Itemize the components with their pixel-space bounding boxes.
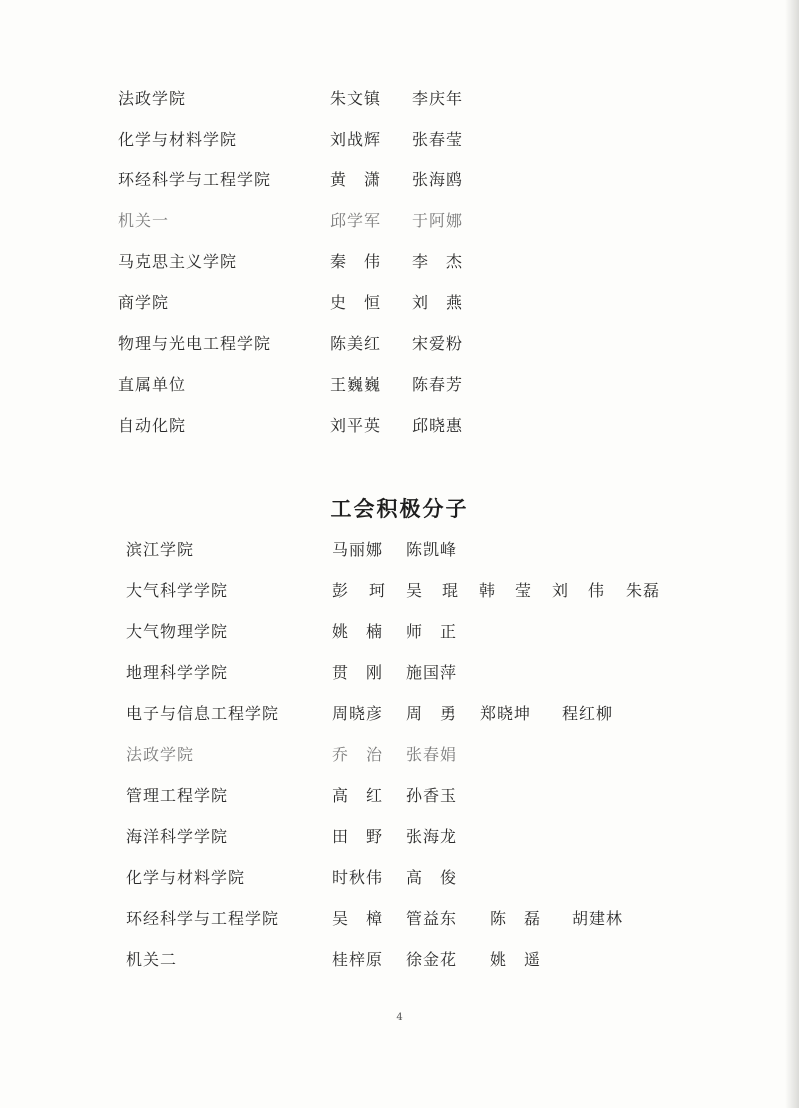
person-name: 宋爱粉 bbox=[412, 334, 464, 353]
scan-edge-shadow bbox=[785, 0, 799, 1108]
unit-name: 马克思主义学院 bbox=[118, 252, 238, 271]
person-name: 管益东 bbox=[406, 909, 458, 928]
person-name: 琨 bbox=[442, 581, 460, 600]
list-row bbox=[118, 290, 718, 316]
person-name: 高 红 bbox=[332, 786, 384, 805]
list-row bbox=[126, 865, 726, 891]
unit-name: 管理工程学院 bbox=[126, 786, 229, 805]
person-name: 胡建林 bbox=[572, 909, 624, 928]
person-name: 李 杰 bbox=[412, 252, 464, 271]
unit-name: 机关一 bbox=[118, 211, 170, 230]
person-name: 刘战辉 bbox=[330, 130, 382, 149]
list-row bbox=[126, 947, 726, 973]
person-name: 李庆年 bbox=[412, 89, 464, 108]
unit-name: 大气物理学院 bbox=[126, 622, 229, 641]
person-name: 姚 楠 bbox=[332, 622, 384, 641]
unit-name: 法政学院 bbox=[126, 745, 195, 764]
unit-name: 化学与材料学院 bbox=[126, 868, 246, 887]
person-name: 伟 bbox=[588, 581, 606, 600]
person-name: 徐金花 bbox=[406, 950, 458, 969]
person-name: 张春莹 bbox=[412, 130, 464, 149]
list-row bbox=[126, 660, 726, 686]
unit-name: 滨江学院 bbox=[126, 540, 195, 559]
list-row bbox=[118, 167, 718, 193]
person-name: 师 正 bbox=[406, 622, 458, 641]
unit-name: 电子与信息工程学院 bbox=[126, 704, 280, 723]
list-row bbox=[126, 742, 726, 768]
list-row bbox=[126, 906, 726, 932]
person-name: 郑晓坤 bbox=[480, 704, 532, 723]
person-name: 时秋伟 bbox=[332, 868, 384, 887]
list-row bbox=[118, 331, 718, 357]
list-row bbox=[126, 783, 726, 809]
person-name: 田 野 bbox=[332, 827, 384, 846]
person-name: 张海鸥 bbox=[412, 170, 464, 189]
unit-name: 化学与材料学院 bbox=[118, 130, 238, 149]
person-name: 马丽娜 bbox=[332, 540, 384, 559]
person-name: 刘平英 bbox=[330, 416, 382, 435]
unit-name: 环经科学与工程学院 bbox=[126, 909, 280, 928]
person-name: 韩 bbox=[479, 581, 497, 600]
list-row bbox=[126, 537, 726, 563]
person-name: 刘 燕 bbox=[412, 293, 464, 312]
person-name: 刘 bbox=[552, 581, 570, 600]
person-name: 于阿娜 bbox=[412, 211, 464, 230]
person-name: 周 勇 bbox=[406, 704, 458, 723]
unit-name: 机关二 bbox=[126, 950, 178, 969]
person-name: 陈春芳 bbox=[412, 375, 464, 394]
unit-name: 商学院 bbox=[118, 293, 170, 312]
person-name: 黄 潇 bbox=[330, 170, 382, 189]
person-name: 施国萍 bbox=[406, 663, 458, 682]
list-row bbox=[118, 127, 718, 153]
person-name: 陈美红 bbox=[330, 334, 382, 353]
unit-name: 自动化院 bbox=[118, 416, 187, 435]
list-row bbox=[118, 86, 718, 112]
person-name: 史 恒 bbox=[330, 293, 382, 312]
list-row bbox=[126, 619, 726, 645]
person-name: 贯 刚 bbox=[332, 663, 384, 682]
person-name: 陈 磊 bbox=[490, 909, 542, 928]
person-name: 彭 bbox=[332, 581, 350, 600]
person-name: 周晓彦 bbox=[332, 704, 384, 723]
person-name: 吴 樟 bbox=[332, 909, 384, 928]
unit-name: 地理科学学院 bbox=[126, 663, 229, 682]
person-name: 吴 bbox=[406, 581, 424, 600]
unit-name: 大气科学学院 bbox=[126, 581, 229, 600]
list-row bbox=[118, 208, 718, 234]
person-name: 朱磊 bbox=[626, 581, 661, 600]
unit-name: 法政学院 bbox=[118, 89, 187, 108]
person-name: 陈凯峰 bbox=[406, 540, 458, 559]
person-name: 邱晓惠 bbox=[412, 416, 464, 435]
unit-name: 物理与光电工程学院 bbox=[118, 334, 272, 353]
person-name: 秦 伟 bbox=[330, 252, 382, 271]
person-name: 孙香玉 bbox=[406, 786, 458, 805]
person-name: 朱文镇 bbox=[330, 89, 382, 108]
person-name: 姚 遥 bbox=[490, 950, 542, 969]
list-row bbox=[126, 578, 726, 604]
unit-name: 海洋科学学院 bbox=[126, 827, 229, 846]
list-row bbox=[118, 249, 718, 275]
person-name: 高 俊 bbox=[406, 868, 458, 887]
person-name: 桂梓原 bbox=[332, 950, 384, 969]
list-row bbox=[126, 701, 726, 727]
section-title: 工会积极分子 bbox=[330, 496, 469, 521]
person-name: 邱学军 bbox=[330, 211, 382, 230]
list-row bbox=[118, 372, 718, 398]
person-name: 王巍巍 bbox=[330, 375, 382, 394]
unit-name: 环经科学与工程学院 bbox=[118, 170, 272, 189]
unit-name: 直属单位 bbox=[118, 375, 187, 394]
person-name: 程红柳 bbox=[562, 704, 614, 723]
person-name: 张海龙 bbox=[406, 827, 458, 846]
person-name: 珂 bbox=[369, 581, 387, 600]
person-name: 莹 bbox=[515, 581, 533, 600]
person-name: 乔 治 bbox=[332, 745, 384, 764]
person-name: 张春娟 bbox=[406, 745, 458, 764]
page-number: 4 bbox=[396, 1012, 403, 1023]
list-row bbox=[118, 413, 718, 439]
list-row bbox=[126, 824, 726, 850]
